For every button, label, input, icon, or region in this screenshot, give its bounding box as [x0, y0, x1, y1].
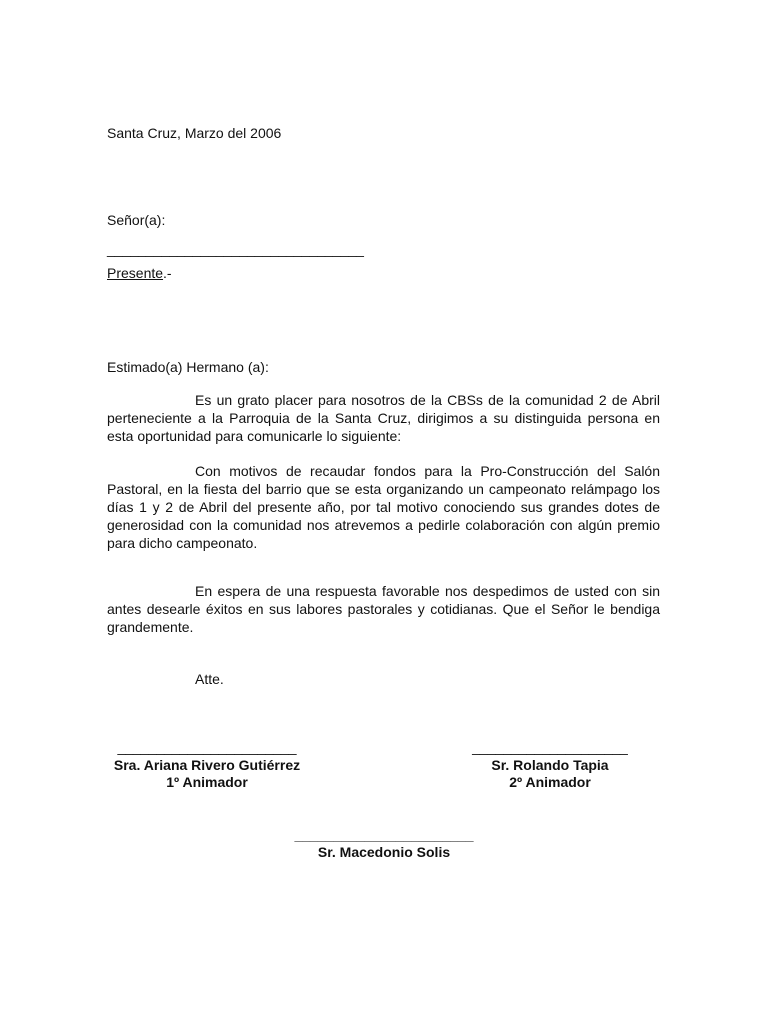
signature-line-1: _______________________: [117, 739, 297, 755]
recipient-blank-line: _________________________________: [107, 241, 364, 257]
signature-line-2: ____________________: [472, 739, 628, 755]
signature-line-3: _______________________: [294, 827, 474, 843]
closing: Atte.: [195, 671, 224, 687]
body-paragraph-3: En espera de una respuesta favorable nos despedimos de usted con sin antes desearle éxitos en sus labores pastorales y cotidianas. Que el Señor le bendiga grandemente.: [107, 583, 660, 635]
salutation: Estimado(a) Hermano (a):: [107, 359, 269, 375]
place-date: Santa Cruz, Marzo del 2006: [107, 125, 282, 141]
presente-line: [107, 264, 172, 282]
signature-name-2: Sr. Rolando Tapia: [491, 757, 609, 773]
signature-role-2: 2º Animador: [509, 774, 591, 790]
signature-role-1: 1º Animador: [166, 774, 248, 790]
signature-name-3: Sr. Macedonio Solis: [317, 844, 451, 860]
presente-suffix: .-: [163, 265, 172, 281]
body-paragraph-1: Es un grato placer para nosotros de la CBSs de la comunidad 2 de Abril perteneciente a la Parroquia de la Santa Cruz, dirigimos a su distinguida persona en esta oportunidad para comunicarle lo siguiente:: [107, 392, 660, 444]
presente-word: Presente: [107, 265, 164, 281]
recipient-label: Señor(a):: [107, 212, 166, 228]
body-paragraph-2: Con motivos de recaudar fondos para la Pro-Construcción del Salón Pastoral, en la fiesta del barrio que se esta organizando un campeonato relámpago los días 1 y 2 de Abril del presente año, por tal motivo conociendo sus grandes dotes de generosidad con la comunidad nos atrevemos a pedirle colaboración con algún premio para dicho campeonato.: [107, 463, 660, 551]
signature-name-1: Sra. Ariana Rivero Gutiérrez: [113, 757, 301, 773]
